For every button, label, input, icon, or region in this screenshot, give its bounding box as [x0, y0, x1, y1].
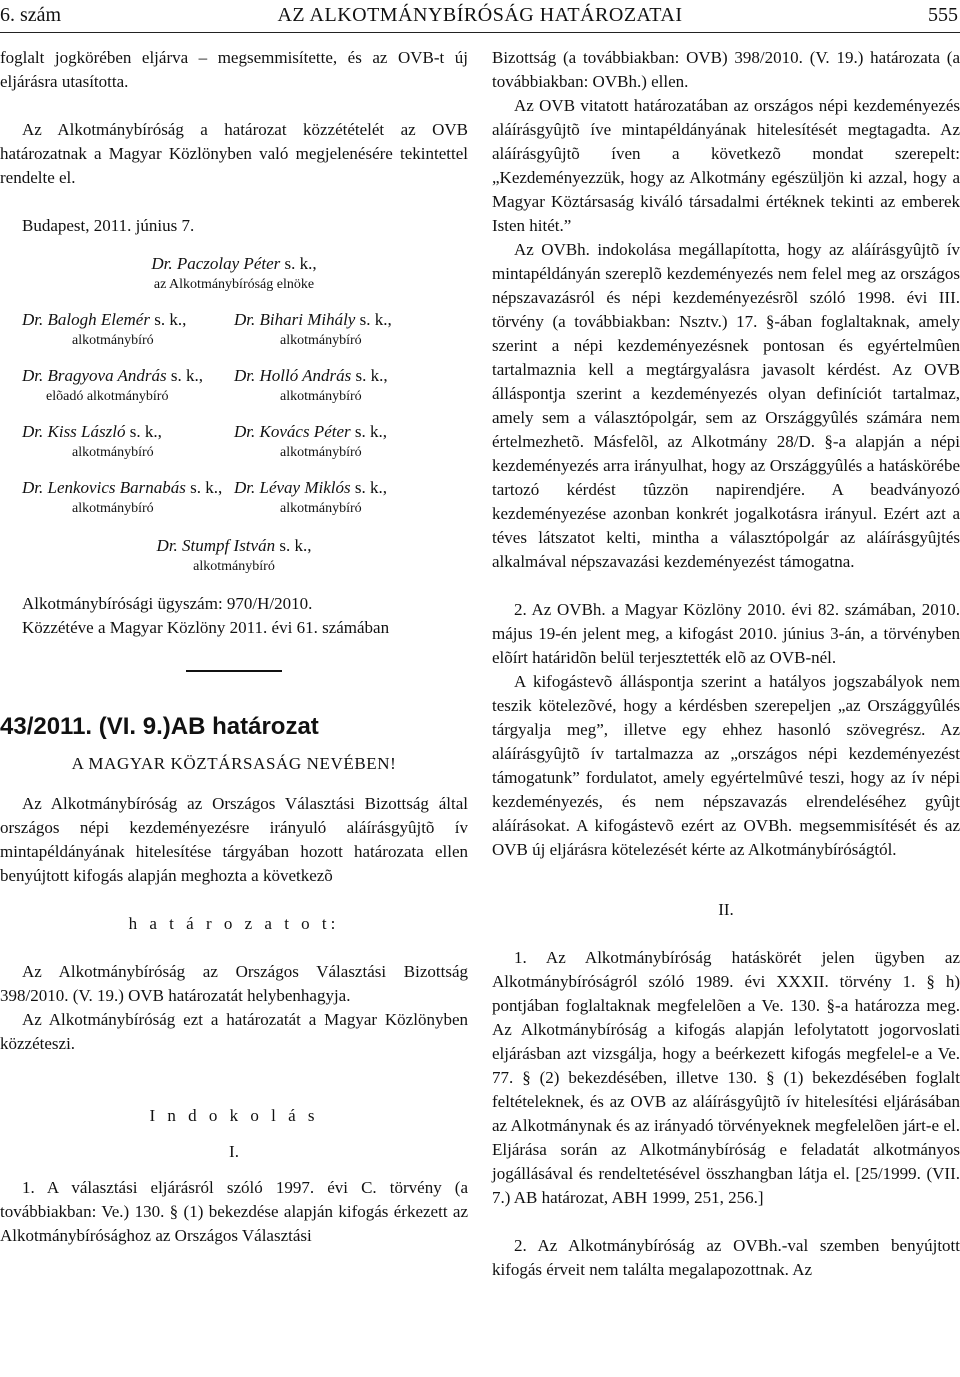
signature: Dr. Kovács Péter s. k., alkotmánybíró [234, 420, 468, 462]
signature: Dr. Bragyova András s. k., elõadó alkotmánybíró [0, 364, 234, 406]
signer-role: alkotmánybíró [280, 501, 362, 516]
signer-role: alkotmánybíró [72, 445, 154, 460]
signer-name: Dr. Balogh Elemér [22, 310, 150, 329]
signer-name: Dr. Kovács Péter [234, 422, 351, 441]
signer-role: alkotmánybíró [280, 389, 362, 404]
signer-role: alkotmánybíró [72, 333, 154, 348]
decision-heading: A MAGYAR KÖZTÁRSASÁG NEVÉBEN! [71, 754, 397, 773]
signature: Dr. Balogh Elemér s. k., alkotmánybíró [0, 308, 234, 350]
signature: Dr. Kiss László s. k., alkotmánybíró [0, 420, 234, 462]
signer-name: Dr. Bihari Mihály [234, 310, 356, 329]
signature-row [0, 420, 468, 462]
page-header [0, 0, 960, 30]
paragraph: foglalt jogkörében eljárva – megsemmisítette, és az OVB-t új eljárásra utasította. [0, 48, 468, 91]
place-date: Budapest, 2011. június 7. [22, 216, 195, 235]
signature: Dr. Bihari Mihály s. k., alkotmánybíró [234, 308, 468, 350]
signer-role: alkotmánybíró [72, 501, 154, 516]
signature: Dr. Lévay Miklós s. k., alkotmánybíró [234, 476, 468, 518]
paragraph: Az OVBh. indokolása megállapította, hogy az aláírásgyûjtõ ív mintapéldányán szereplõ kezdeményezés nem felel meg az országos népszavazásról és népi kezdeményezésrõl szóló 1998. évi III. törvény (a továbbiakban: Nsztv.) 17. §-ában foglaltaknak, amely szerint a népi kezdeményezésnek pontosan és egyértelmûen tartalmaznia kell a megtárgyalásra javasolt kérdést. Az OVB álláspontja szerint a kezdeményezés olyan definíciót tartalmaz, amely sem a választópolgár, sem az Országgyûlés számára nem értelmezhetõ. Másfelõl, az Alkotmány 28/D. §-a alapján a népi kezdeményezés arra irányulhat, hogy az Országgyûlés a hatáskörébe tartozó kérdést tûzzön napirendjére. A beadványozó kezdeményezése azonban konkrét jogalkotásra irányul. Ezért azt a téves látszatot kelti, mintha a választópolgár az aláírásgyûjtés alkalmával népszavazási kezdeményezést támogatna. [492, 240, 960, 571]
section-separator [186, 670, 282, 672]
signature-president: Dr. Paczolay Péter s. k., az Alkotmánybíróság elnöke [0, 252, 468, 294]
reasoning-heading: I n d o k o l á s [149, 1106, 319, 1125]
ruling-heading: h a t á r o z a t o t: [128, 914, 340, 933]
paragraph: Az Alkotmánybíróság ezt a határozatát a Magyar Közlönyben közzéteszi. [0, 1010, 468, 1053]
section-number: I. [229, 1142, 239, 1161]
left-column [0, 46, 468, 1248]
signer-role: az Alkotmánybíróság elnöke [153, 277, 315, 292]
paragraph: A kifogástevõ álláspontja szerint a hatályos jogszabályok nem teszik kötelezõvé, hogy a kérdésben szerepeljen „az Országgyûlés tárgyalja meg”, illetve egy ehhez hasonló szövegrész. Az aláírásgyûjtõ ív tartalmazza az „országos népi kezdeményezést támogatunk” fordulatot, amely egyértelmûvé teszi, hogy az ív népi kezdeményezés, és nem népszavazás elrendeléséhez gyûjt aláírásokat. A kifogástevõ ezért az OVBh. megsemmisítését és az OVB új eljárásra kötelezését kérte az Alkotmánybíróságtól. [492, 672, 960, 859]
signer-name: Dr. Lenkovics Barnabás [22, 478, 186, 497]
signer-name: Dr. Stumpf István [156, 536, 276, 555]
paragraph: 1. Az Alkotmánybíróság hatáskörét jelen ügyben az Alkotmánybíróságról szóló 1989. évi XXXII. törvény 1. § h) pontjában foglaltaknak megfelelõen a Ve. 130. §-a határozza meg. Az Alkotmánybíróság a kifogás alapján lefolytatott jogorvoslati eljárásban azt vizsgálja, hogy a beérkezett kifogás megfelel-e a Ve. 77. § (2) bekezdésében, illetve 130. § (1) bekezdésében foglalt feltételeknek, és az OVB az aláírásgyûjtõ ív hitelesítési eljárásában az Alkotmánynak és az irányadó törvényeknek megfelelõen járt-e el. Eljárása során az Alkotmánybíróság e feladatát alkotmányos jogállásával és rendeltetésével összhangban látja el. [25/1999. (VII. 7.) AB határozat, ABH 1999, 251, 256.] [492, 948, 960, 1207]
case-number: Alkotmánybírósági ügyszám: 970/H/2010. [22, 594, 313, 613]
signer-name: Dr. Holló András [234, 366, 352, 385]
issue-number: 6. szám [0, 4, 62, 26]
paragraph: Az Alkotmánybíróság az Országos Választási Bizottság által országos népi kezdeményezésre irányuló aláírásgyûjtõ ív mintapéldányának hitelesítése tárgyában hozott határozata ellen benyújtott kifogás alapján meghozta a következõ [0, 794, 468, 885]
header-rule [0, 32, 960, 33]
signature-row [0, 308, 468, 350]
signature: Dr. Lenkovics Barnabás s. k., alkotmánybíró [0, 476, 234, 518]
signer-name: Dr. Paczolay Péter [151, 254, 281, 273]
paragraph: 1. A választási eljárásról szóló 1997. évi C. törvény (a továbbiakban: Ve.) 130. § (1) bekezdése alapján kifogás érkezett az Alkotmánybírósághoz az Országos Választási [0, 1178, 468, 1245]
signature-row [0, 476, 468, 518]
paragraph: 2. Az OVBh. a Magyar Közlöny 2010. évi 82. számában, 2010. május 19-én jelent meg, a kifogást 2010. június 3-án, a törvényben elõírt határidõn belül terjesztették elõ az OVB-nél. [492, 600, 960, 667]
paragraph: 2. Az Alkotmánybíróság az OVBh.-val szemben benyújtott kifogás érveit nem találta megalapozottnak. Az [492, 1236, 960, 1279]
signer-name: Dr. Kiss László [22, 422, 126, 441]
page-number: 555 [928, 4, 958, 26]
signer-role: elõadó alkotmánybíró [46, 389, 169, 404]
section-number: II. [718, 900, 734, 919]
signer-role: alkotmánybíró [280, 333, 362, 348]
right-column [492, 46, 960, 1282]
signer-role: alkotmánybíró [280, 445, 362, 460]
paragraph: Az Alkotmánybíróság a határozat közzétételét az OVB határozatnak a Magyar Közlönyben való megjelenésére tekintettel rendelte el. [0, 120, 468, 187]
signer-name: Dr. Lévay Miklós [234, 478, 351, 497]
running-title: AZ ALKOTMÁNYBÍRÓSÁG HATÁROZATAI [277, 4, 683, 26]
signature-row [0, 364, 468, 406]
paragraph: Bizottság (a továbbiakban: OVB) 398/2010. (V. 19.) határozata (a továbbiakban: OVBh.) ellen. [492, 48, 960, 91]
decision-title: 43/2011. (VI. 9.)AB határozat [0, 713, 319, 740]
signature: Dr. Holló András s. k., alkotmánybíró [234, 364, 468, 406]
signer-name: Dr. Bragyova András [22, 366, 167, 385]
paragraph: Az OVB vitatott határozatában az országos népi kezdeményezés aláírásgyûjtõ íve mintapéldányának hitelesítését megtagadta. Az aláírásgyûjtõ íven a következõ mondat szerepelt: „Kezdeményezzük, hogy az Alkotmány egészüljön ki azzal, hogy a Magyar Köztársaság kiváló társadalmi értéknek tekinti az emberek Isten hitét.” [492, 96, 960, 235]
signature: Dr. Stumpf István s. k., alkotmánybíró [0, 534, 468, 576]
signer-role: alkotmánybíró [193, 559, 275, 574]
publication-note: Közzétéve a Magyar Közlöny 2011. évi 61. számában [22, 618, 390, 637]
paragraph: Az Alkotmánybíróság az Országos Választási Bizottság 398/2010. (V. 19.) OVB határozatát helybenhagyja. [0, 962, 468, 1005]
